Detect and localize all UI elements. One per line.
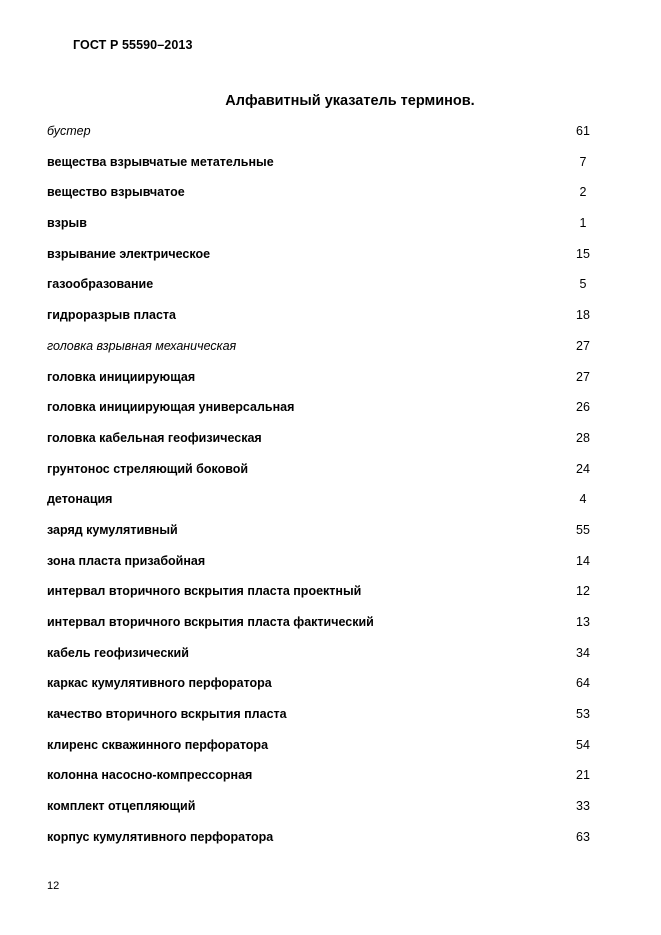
index-entry (47, 520, 603, 551)
index-page-ref: 54 (576, 737, 590, 752)
index-page-ref: 63 (576, 829, 590, 844)
index-page-ref: 21 (576, 768, 590, 783)
index-entry (47, 182, 603, 213)
index-entry (47, 213, 603, 244)
index-term: комплект отцепляющий (47, 799, 196, 814)
index-entry (47, 397, 603, 428)
index-page-ref: 24 (576, 461, 590, 476)
index-page-ref: 14 (576, 553, 590, 568)
index-entry (47, 428, 603, 459)
index-entry (47, 274, 603, 305)
index-page-ref: 64 (576, 676, 590, 691)
index-entry (47, 459, 603, 490)
index-page-ref: 2 (579, 185, 587, 200)
index-entry (47, 673, 603, 704)
index-term: взрыв (47, 216, 87, 231)
page-number: 12 (47, 880, 60, 892)
index-entry (47, 489, 603, 520)
index-term: грунтонос стреляющий боковой (47, 461, 249, 476)
index-term: кабель геофизический (47, 645, 189, 660)
index-entry (47, 796, 603, 827)
index-page-ref: 1 (579, 216, 587, 231)
index-page-ref: 61 (576, 124, 590, 138)
index-term: головка кабельная геофизическая (47, 430, 262, 445)
index-term: интервал вторичного вскрытия пласта фактический (47, 615, 374, 629)
index-entry (47, 551, 603, 582)
index-entry (47, 581, 603, 612)
index-term: заряд кумулятивный (47, 522, 178, 537)
index-page-ref: 5 (579, 277, 587, 292)
index-entry (47, 152, 603, 183)
index-term: вещество взрывчатое (47, 185, 185, 200)
index-term: взрывание электрическое (47, 246, 211, 261)
index-term: вещества взрывчатые метательные (47, 154, 274, 169)
index-term: головка инициирующая (47, 369, 196, 384)
index-entry (47, 336, 603, 367)
index-entry (47, 827, 603, 858)
term-index-list (47, 121, 603, 858)
index-term: интервал вторичного вскрытия пласта проектный (47, 584, 362, 599)
index-entry (47, 121, 603, 152)
index-title: Алфавитный указатель терминов. (225, 93, 475, 109)
index-page-ref: 13 (576, 615, 590, 629)
index-entry (47, 643, 603, 674)
index-term: головка взрывная механическая (47, 338, 237, 353)
index-page-ref: 15 (576, 246, 590, 261)
index-term: качество вторичного вскрытия пласта (47, 707, 287, 722)
index-page-ref: 4 (579, 492, 587, 507)
index-page-ref: 27 (576, 369, 590, 384)
index-entry (47, 612, 603, 643)
index-term: детонация (47, 492, 113, 507)
index-entry (47, 305, 603, 336)
index-page-ref: 53 (576, 707, 590, 722)
index-term: гидроразрыв пласта (47, 308, 176, 323)
index-entry (47, 244, 603, 275)
index-page-ref: 33 (576, 799, 590, 814)
index-page-ref: 7 (579, 154, 587, 169)
index-term: корпус кумулятивного перфоратора (47, 829, 274, 844)
index-page-ref: 55 (576, 522, 590, 537)
index-term: колонна насосно-компрессорная (47, 768, 253, 783)
index-entry (47, 704, 603, 735)
index-entry (47, 735, 603, 766)
index-entry (47, 765, 603, 796)
document-header: ГОСТ Р 55590–2013 (73, 38, 193, 52)
index-term: головка инициирующая универсальная (47, 400, 295, 415)
index-page-ref: 18 (576, 308, 590, 323)
index-page-ref: 12 (576, 584, 590, 599)
index-term: каркас кумулятивного перфоратора (47, 676, 272, 691)
index-page-ref: 28 (576, 430, 590, 445)
index-page-ref: 27 (576, 338, 590, 353)
index-term: газообразование (47, 277, 154, 292)
index-term: клиренс скважинного перфоратора (47, 737, 269, 752)
index-term: бустер (47, 124, 91, 138)
index-page-ref: 34 (576, 645, 590, 660)
index-term: зона пласта призабойная (47, 553, 206, 568)
index-page-ref: 26 (576, 400, 590, 415)
index-entry (47, 367, 603, 398)
